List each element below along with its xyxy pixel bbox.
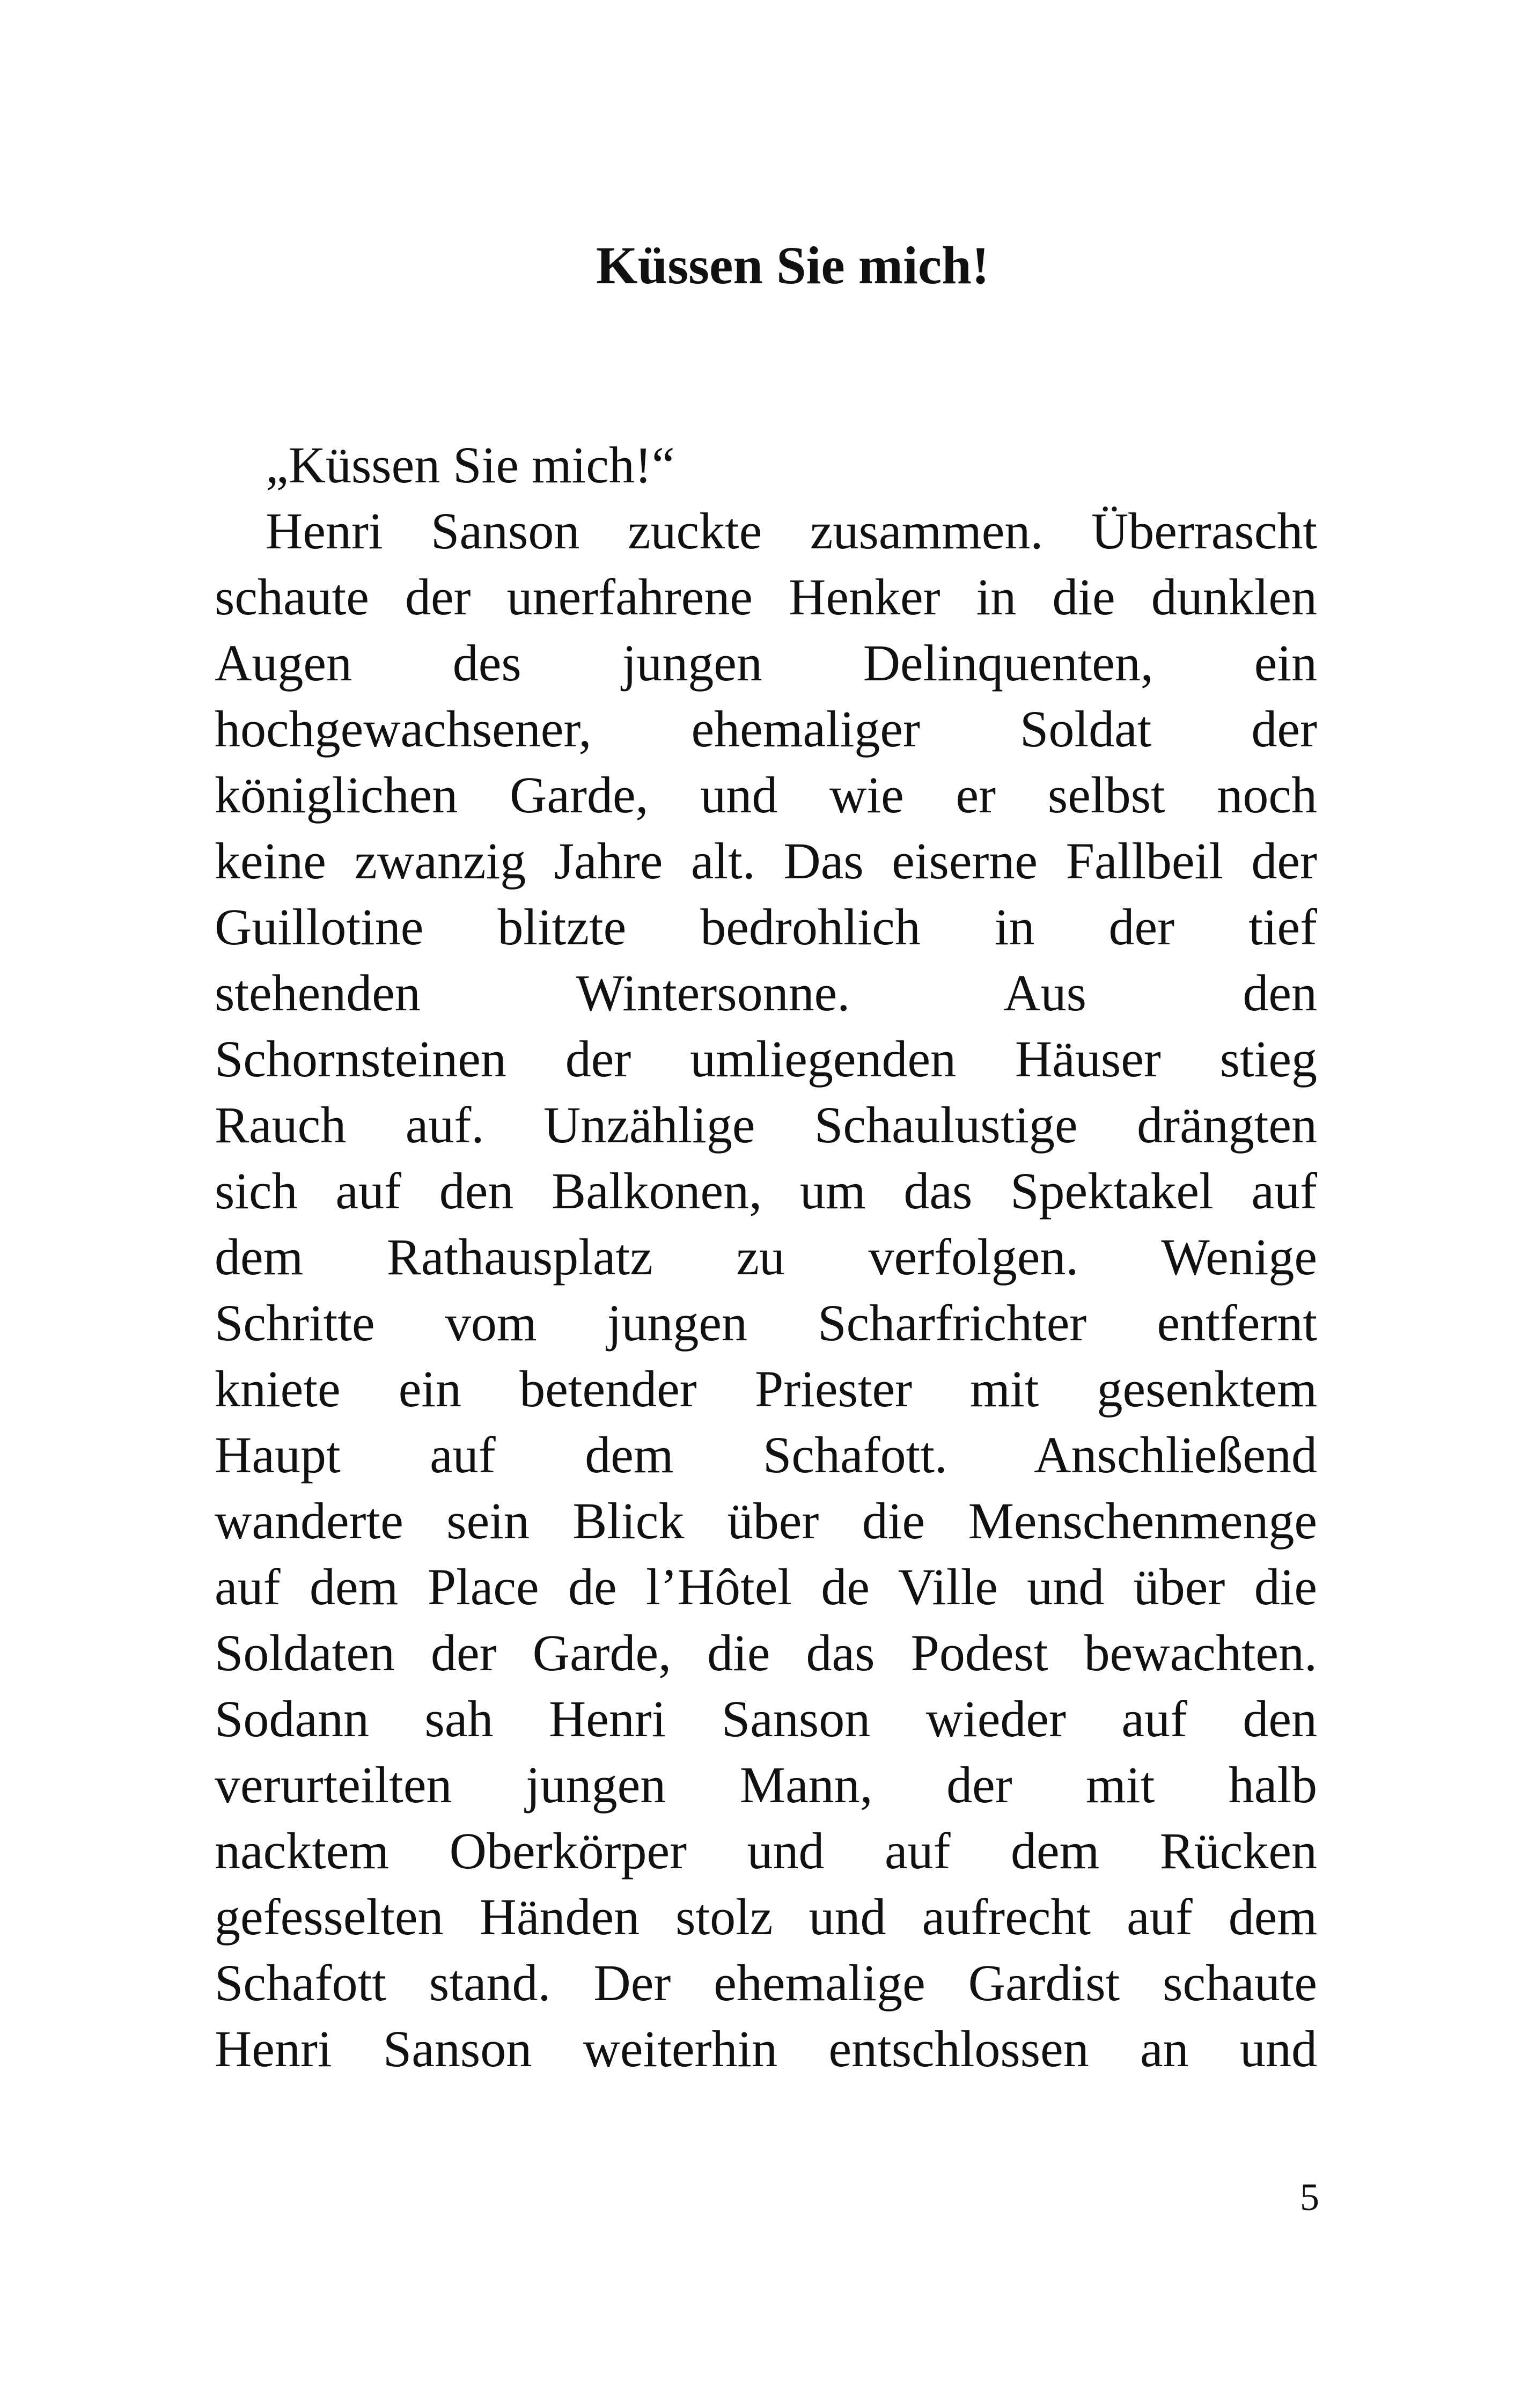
text-line: Guillotine blitzte bedrohlich in der tief [215, 898, 1317, 956]
text-line: gefesselten Händen stolz und aufrecht auf dem [215, 1888, 1317, 1946]
text-line: keine zwanzig Jahre alt. Das eiserne Fallbeil der [215, 832, 1317, 890]
text-line: Henri Sanson zuckte zusammen. Überrascht [266, 502, 1317, 560]
text-line: Sodann sah Henri Sanson wieder auf den [215, 1690, 1317, 1748]
text-line: Henri Sanson weiterhin entschlossen an und [215, 2020, 1317, 2077]
text-line: Rauch auf. Unzählige Schaulustige drängten [215, 1096, 1317, 1154]
text-line: dem Rathausplatz zu verfolgen. Wenige [215, 1228, 1317, 1286]
text-line: sich auf den Balkonen, um das Spektakel auf [215, 1162, 1317, 1220]
text-line: königlichen Garde, und wie er selbst noch [215, 766, 1317, 824]
text-line: auf dem Place de l’Hôtel de Ville und über die [215, 1558, 1317, 1616]
text-line: hochgewachsener, ehemaliger Soldat der [215, 700, 1317, 758]
text-line: wanderte sein Blick über die Menschenmenge [215, 1492, 1317, 1550]
text-line: schaute der unerfahrene Henker in die dunklen [215, 568, 1317, 626]
text-line: stehenden Wintersonne. Aus den [215, 964, 1317, 1022]
page-number: 5 [1300, 2176, 1319, 2219]
text-line: nacktem Oberkörper und auf dem Rücken [215, 1822, 1317, 1880]
text-line: Augen des jungen Delinquenten, ein [215, 634, 1317, 692]
text-line: Schornsteinen der umliegenden Häuser stieg [215, 1030, 1317, 1088]
body-text [215, 432, 1317, 2082]
text-line: verurteilten jungen Mann, der mit halb [215, 1756, 1317, 1814]
text-line: Haupt auf dem Schafott. Anschließend [215, 1426, 1317, 1484]
chapter-title: Küssen Sie mich! [596, 236, 990, 295]
text-line: Soldaten der Garde, die das Podest bewachten. [215, 1624, 1317, 1682]
text-line: kniete ein betender Priester mit gesenktem [215, 1360, 1317, 1418]
text-line: Schafott stand. Der ehemalige Gardist schaute [215, 1954, 1317, 2011]
text-line: „Küssen Sie mich!“ [266, 436, 675, 494]
text-line: Schritte vom jungen Scharfrichter entfernt [215, 1294, 1317, 1352]
